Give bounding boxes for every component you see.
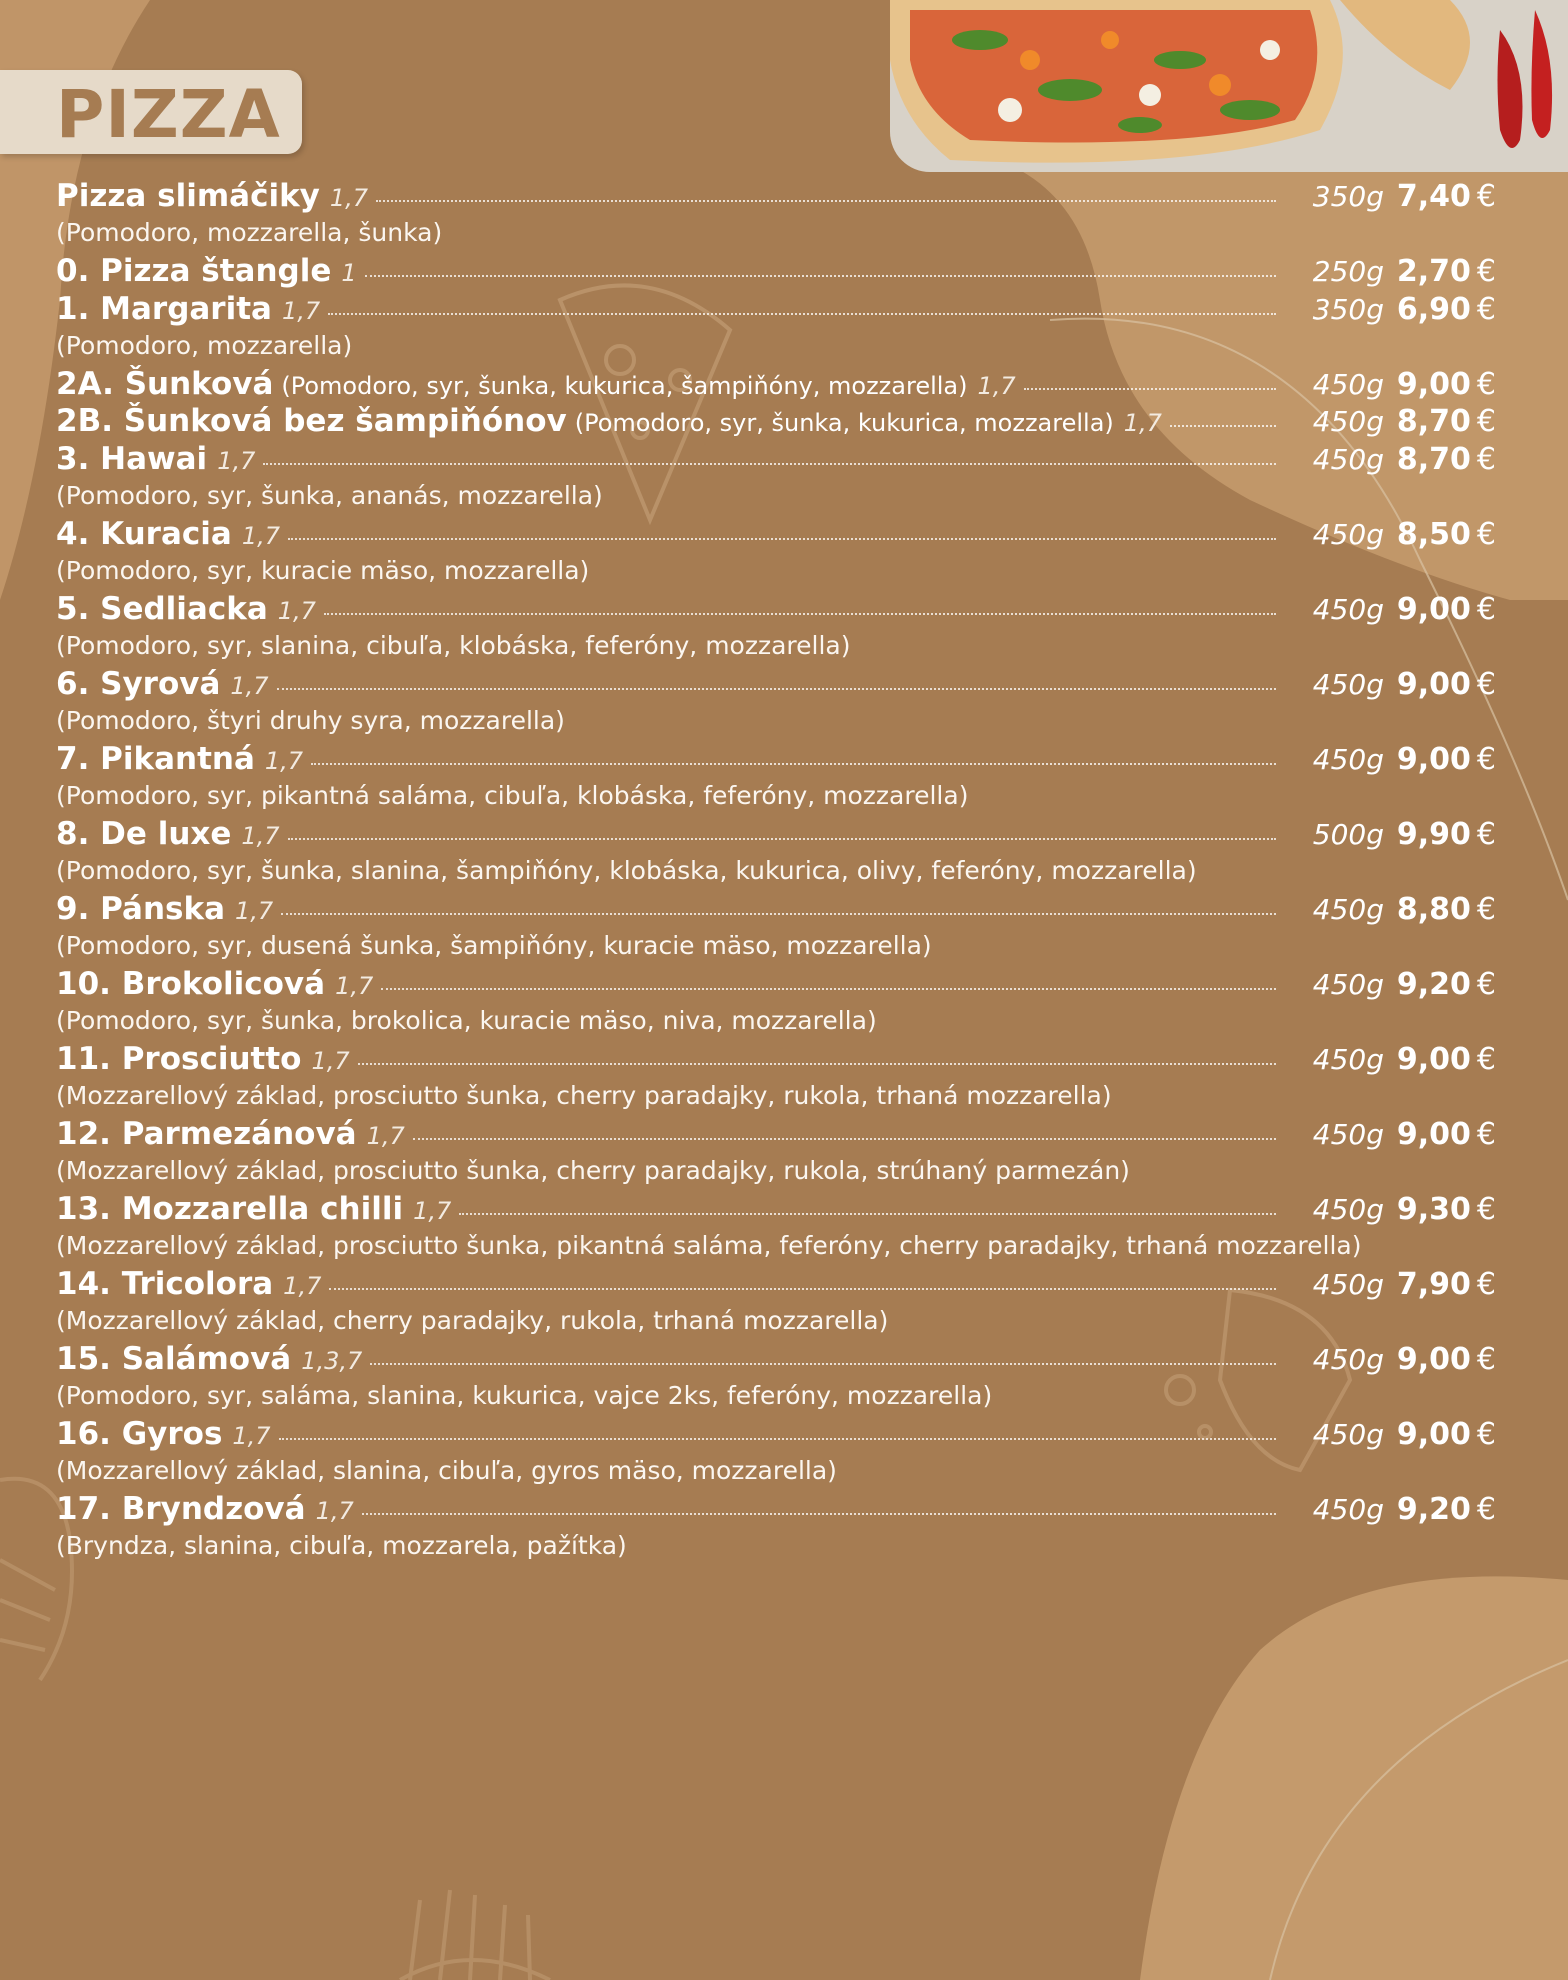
item-name: 9. Pánska — [56, 890, 226, 927]
item-price-value: 9,00 — [1396, 1041, 1471, 1077]
item-allergens: 1,7 — [335, 971, 374, 1000]
item-name: 7. Pikantná — [56, 740, 255, 777]
item-name: 12. Parmezánová — [56, 1115, 357, 1152]
item-weight: 450g — [1312, 517, 1384, 551]
menu-item — [56, 1341, 1496, 1416]
dotted-leader — [277, 688, 1276, 690]
item-weight: 350g — [1312, 180, 1384, 213]
menu-item-line — [56, 1341, 1496, 1381]
dotted-leader — [329, 1288, 1276, 1290]
item-name: Pizza slimáčiky — [56, 178, 320, 214]
menu-item-line — [56, 1266, 1496, 1306]
currency-symbol: € — [1476, 254, 1496, 289]
menu-item — [56, 1266, 1496, 1341]
item-price — [1384, 892, 1496, 927]
item-price-value: 9,00 — [1396, 666, 1471, 702]
item-weight: 450g — [1312, 1042, 1384, 1076]
item-allergens: 1,7 — [230, 671, 269, 700]
item-price — [1384, 254, 1496, 289]
menu-item — [56, 966, 1496, 1041]
item-allergens: 1,7 — [413, 1196, 452, 1225]
dotted-leader — [358, 1063, 1276, 1065]
item-weight: 350g — [1312, 292, 1384, 326]
item-price-value: 9,00 — [1396, 1116, 1471, 1152]
currency-symbol: € — [1476, 666, 1496, 702]
item-price — [1384, 1267, 1496, 1302]
item-price — [1384, 667, 1496, 702]
item-allergens: 1,7 — [277, 596, 316, 625]
item-description: (Pomodoro, syr, šunka, brokolica, kuracie mäso, niva, mozzarella) — [56, 1005, 877, 1035]
menu-item — [56, 591, 1496, 666]
menu-item-line — [56, 178, 1496, 218]
currency-symbol: € — [1476, 891, 1496, 927]
item-price-value: 8,70 — [1396, 441, 1471, 477]
item-weight: 450g — [1312, 892, 1384, 926]
dotted-leader — [365, 275, 1276, 277]
item-weight: 500g — [1312, 817, 1384, 851]
item-name: 3. Hawai — [56, 440, 208, 477]
menu-item-line — [56, 291, 1496, 331]
menu-item-line — [56, 1191, 1496, 1231]
dotted-leader — [459, 1213, 1276, 1215]
item-price — [1384, 517, 1496, 552]
item-name: 14. Tricolora — [56, 1265, 274, 1302]
menu-item — [56, 1041, 1496, 1116]
dotted-leader — [281, 913, 1276, 915]
item-price — [1384, 1492, 1496, 1527]
item-price-value: 2,70 — [1396, 254, 1471, 289]
bottom-right-blob — [1140, 1576, 1568, 1980]
menu-item — [56, 1116, 1496, 1191]
menu-item — [56, 253, 1496, 291]
item-weight: 450g — [1312, 442, 1384, 476]
dotted-leader — [324, 613, 1276, 615]
item-price — [1384, 742, 1496, 777]
currency-symbol: € — [1476, 966, 1496, 1002]
item-price-value: 9,00 — [1396, 1416, 1471, 1452]
dotted-leader — [263, 463, 1276, 465]
item-allergens: 1,7 — [329, 184, 369, 212]
currency-symbol: € — [1476, 1116, 1496, 1152]
item-price — [1384, 1417, 1496, 1452]
item-description: (Pomodoro, mozzarella, šunka) — [56, 218, 443, 247]
menu-item — [56, 816, 1496, 891]
currency-symbol: € — [1476, 516, 1496, 552]
menu-item-line — [56, 1416, 1496, 1456]
item-price-value: 7,90 — [1396, 1266, 1471, 1302]
currency-symbol: € — [1476, 1416, 1496, 1452]
item-description: (Pomodoro, syr, dusená šunka, šampiňóny, kuracie mäso, mozzarella) — [56, 930, 932, 960]
item-description: (Mozzarellový základ, prosciutto šunka, pikantná saláma, feferóny, cherry paradajky, trhaná mozzarella) — [56, 1230, 1362, 1260]
item-allergens: 1,7 — [235, 896, 274, 925]
item-inline-description: (Pomodoro, syr, šunka, kukurica, šampiňóny, mozzarella) — [281, 371, 968, 400]
item-allergens: 1,7 — [311, 1046, 350, 1075]
currency-symbol: € — [1476, 1191, 1496, 1227]
menu-item — [56, 291, 1496, 366]
item-allergens: 1,7 — [232, 1421, 271, 1450]
item-weight: 450g — [1312, 667, 1384, 701]
currency-symbol: € — [1476, 366, 1496, 402]
item-name: 16. Gyros — [56, 1415, 223, 1452]
item-allergens: 1,3,7 — [301, 1346, 363, 1375]
item-allergens: 1,7 — [264, 746, 304, 775]
item-price-value: 9,20 — [1396, 1491, 1471, 1527]
item-weight: 250g — [1312, 255, 1384, 288]
dotted-leader — [1024, 388, 1276, 390]
item-name: 15. Salámová — [56, 1340, 292, 1377]
dotted-leader — [376, 200, 1276, 202]
menu-item-line — [56, 966, 1496, 1006]
item-weight: 450g — [1312, 1117, 1384, 1151]
item-price — [1384, 442, 1496, 477]
item-name: 10. Brokolicová — [56, 965, 326, 1002]
menu-item — [56, 741, 1496, 816]
currency-symbol: € — [1476, 1341, 1496, 1377]
item-allergens: 1,7 — [217, 446, 256, 475]
dotted-leader — [362, 1513, 1276, 1515]
item-price-value: 9,00 — [1396, 366, 1471, 402]
currency-symbol: € — [1476, 441, 1496, 477]
item-name: 8. De luxe — [56, 815, 232, 852]
item-name: 13. Mozzarella chilli — [56, 1190, 404, 1227]
item-price-value: 9,20 — [1396, 966, 1471, 1002]
item-weight: 450g — [1312, 1267, 1384, 1301]
item-description: (Pomodoro, syr, kuracie mäso, mozzarella) — [56, 555, 590, 585]
item-price — [1384, 1117, 1496, 1152]
item-price-value: 7,40 — [1396, 179, 1471, 214]
menu-item — [56, 891, 1496, 966]
menu-item — [56, 178, 1496, 253]
dotted-leader — [279, 1438, 1276, 1440]
item-description: (Pomodoro, syr, slanina, cibuľa, klobáska, feferóny, mozzarella) — [56, 630, 851, 660]
dotted-leader — [328, 313, 1276, 315]
item-price — [1384, 292, 1496, 327]
item-allergens: 1,7 — [241, 821, 280, 850]
item-weight: 450g — [1312, 967, 1384, 1001]
menu-item — [56, 403, 1496, 441]
item-name: 4. Kuracia — [56, 515, 232, 552]
page-title: PIZZA — [56, 76, 281, 153]
item-price-value: 8,70 — [1396, 404, 1471, 440]
menu-item-line — [56, 1491, 1496, 1531]
currency-symbol: € — [1476, 591, 1496, 627]
menu-item-line — [56, 441, 1496, 481]
dotted-leader — [288, 538, 1276, 540]
menu-item — [56, 1416, 1496, 1491]
menu-item-line — [56, 253, 1496, 293]
item-description: (Pomodoro, štyri druhy syra, mozzarella) — [56, 705, 565, 735]
item-name: 0. Pizza štangle — [56, 253, 332, 289]
item-price-value: 9,30 — [1396, 1191, 1471, 1227]
dotted-leader — [288, 838, 1276, 840]
item-weight: 450g — [1312, 1492, 1384, 1526]
dotted-leader — [413, 1138, 1276, 1140]
item-name: 5. Sedliacka — [56, 590, 268, 627]
currency-symbol: € — [1476, 1266, 1496, 1302]
item-price-value: 6,90 — [1396, 291, 1471, 327]
item-description: (Pomodoro, syr, šunka, ananás, mozzarella) — [56, 480, 603, 510]
item-description: (Mozzarellový základ, prosciutto šunka, cherry paradajky, rukola, strúhaný parmezán) — [56, 1155, 1130, 1185]
currency-symbol: € — [1476, 1041, 1496, 1077]
item-price — [1384, 1342, 1496, 1377]
menu-item-line — [56, 891, 1496, 931]
item-allergens: 1,7 — [366, 1121, 405, 1150]
item-allergens: 1,7 — [241, 521, 280, 550]
dotted-leader — [381, 988, 1276, 990]
menu-item-line — [56, 516, 1496, 556]
menu-list — [56, 178, 1496, 1566]
menu-item-line — [56, 816, 1496, 856]
menu-item-line — [56, 1116, 1496, 1156]
item-description: (Pomodoro, syr, šunka, slanina, šampiňóny, klobáska, kukurica, olivy, feferóny, mozzarella) — [56, 855, 1197, 885]
item-price — [1384, 1192, 1496, 1227]
item-price — [1384, 404, 1496, 439]
menu-item — [56, 666, 1496, 741]
item-price — [1384, 592, 1496, 627]
menu-item-line — [56, 403, 1496, 443]
item-name: 6. Syrová — [56, 665, 221, 702]
item-price-value: 9,00 — [1396, 591, 1471, 627]
item-description: (Pomodoro, syr, saláma, slanina, kukurica, vajce 2ks, feferóny, mozzarella) — [56, 1380, 993, 1410]
item-allergens: 1,7 — [281, 296, 321, 325]
item-price-value: 9,90 — [1396, 816, 1471, 852]
item-name: 2A. Šunková — [56, 365, 274, 402]
item-price — [1384, 967, 1496, 1002]
item-weight: 450g — [1312, 1342, 1384, 1376]
item-weight: 450g — [1312, 1192, 1384, 1226]
fries-doodle — [400, 1890, 550, 1980]
dotted-leader — [370, 1363, 1276, 1365]
item-description: (Pomodoro, mozzarella) — [56, 330, 353, 360]
menu-item — [56, 516, 1496, 591]
item-price — [1384, 179, 1496, 214]
menu-item — [56, 1191, 1496, 1266]
dotted-leader — [1170, 425, 1276, 427]
currency-symbol: € — [1476, 741, 1496, 777]
menu-item-line — [56, 366, 1496, 406]
currency-symbol: € — [1476, 816, 1496, 852]
menu-item-line — [56, 666, 1496, 706]
item-price — [1384, 1042, 1496, 1077]
item-weight: 450g — [1312, 742, 1384, 776]
item-inline-description: (Pomodoro, syr, šunka, kukurica, mozzarella) — [574, 409, 1114, 438]
item-weight: 450g — [1312, 1417, 1384, 1451]
item-price-value: 8,80 — [1396, 891, 1471, 927]
currency-symbol: € — [1476, 179, 1496, 214]
item-price — [1384, 367, 1496, 402]
item-allergens: 1,7 — [1123, 409, 1162, 438]
currency-symbol: € — [1476, 1491, 1496, 1527]
item-name: 17. Bryndzová — [56, 1490, 306, 1527]
menu-item-line — [56, 591, 1496, 631]
dotted-leader — [311, 763, 1276, 765]
item-allergens: 1,7 — [283, 1271, 322, 1300]
item-allergens: 1 — [341, 259, 357, 287]
item-description: (Mozzarellový základ, prosciutto šunka, cherry paradajky, rukola, trhaná mozzarella) — [56, 1080, 1112, 1110]
item-weight: 450g — [1312, 405, 1384, 439]
item-price-value: 9,00 — [1396, 741, 1471, 777]
menu-item — [56, 441, 1496, 516]
item-price — [1384, 817, 1496, 852]
item-name: 11. Prosciutto — [56, 1040, 302, 1077]
currency-symbol: € — [1476, 404, 1496, 440]
menu-item — [56, 366, 1496, 404]
item-name: 2B. Šunková bez šampiňónov — [56, 403, 567, 440]
item-price-value: 9,00 — [1396, 1341, 1471, 1377]
title-tab — [0, 70, 302, 154]
menu-item-line — [56, 1041, 1496, 1081]
item-price-value: 8,50 — [1396, 516, 1471, 552]
item-allergens: 1,7 — [315, 1496, 354, 1525]
item-description: (Mozzarellový základ, cherry paradajky, rukola, trhaná mozzarella) — [56, 1305, 889, 1335]
item-description: (Mozzarellový základ, slanina, cibuľa, gyros mäso, mozzarella) — [56, 1455, 837, 1485]
item-allergens: 1,7 — [977, 371, 1016, 400]
menu-item-line — [56, 741, 1496, 781]
item-description: (Pomodoro, syr, pikantná saláma, cibuľa, klobáska, feferóny, mozzarella) — [56, 780, 969, 810]
menu-item — [56, 1491, 1496, 1566]
item-weight: 450g — [1312, 592, 1384, 626]
item-weight: 450g — [1312, 367, 1384, 401]
pizza-photo — [890, 0, 1568, 172]
currency-symbol: € — [1476, 291, 1496, 327]
item-name: 1. Margarita — [56, 290, 272, 327]
item-description: (Bryndza, slanina, cibuľa, mozzarela, pažítka) — [56, 1530, 627, 1560]
